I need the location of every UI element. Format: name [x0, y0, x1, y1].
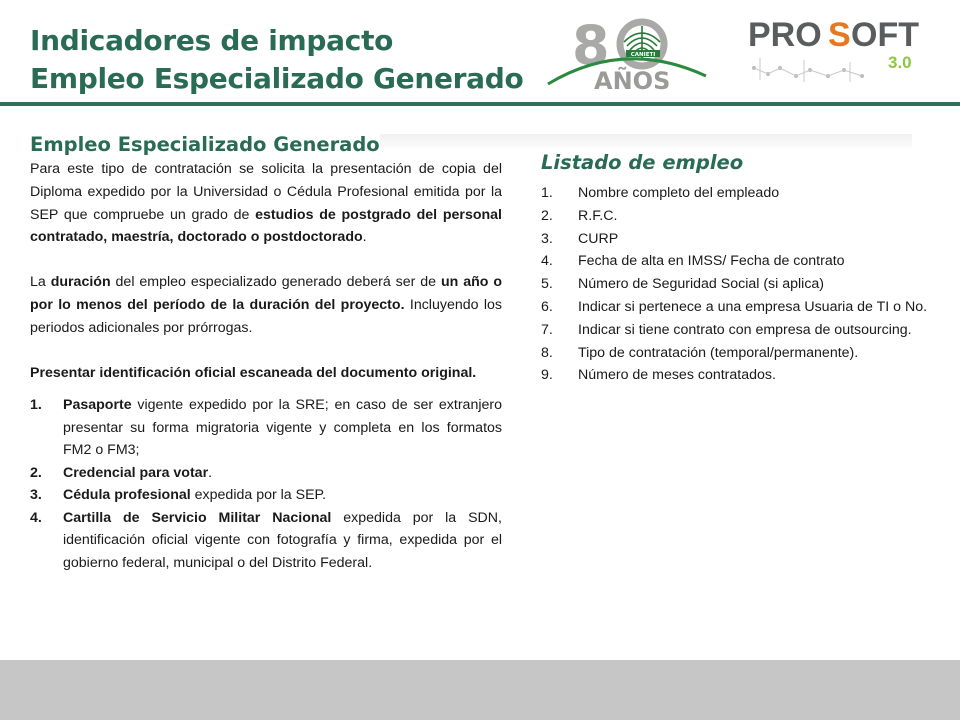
title-line-2: Empleo Especializado Generado	[30, 62, 524, 95]
list-item: 2. R.F.C.	[541, 207, 618, 224]
svg-text:S: S	[828, 16, 851, 54]
identification-list	[30, 394, 502, 574]
prosoft-version: 3.0	[888, 53, 912, 72]
list-item: 1. Nombre completo del empleado	[541, 185, 780, 201]
left-column	[30, 131, 502, 574]
list-item: 3. Cédula profesional expedida por la SEP.	[30, 487, 327, 504]
list-item: 8. Tipo de contratación (temporal/permanente).	[541, 344, 859, 361]
listado-title: Listado de empleo	[541, 151, 744, 174]
80-anos-logo	[544, 14, 712, 94]
prosoft-logo	[740, 10, 930, 90]
title-divider	[0, 102, 960, 106]
list-item: 6. Indicar si pertenece a una empresa Usuaria de TI o No.	[541, 298, 928, 315]
title-line-1: Indicadores de impacto	[30, 24, 394, 57]
svg-text:PRO: PRO	[748, 16, 822, 54]
list-item: 4. Fecha de alta en IMSS/ Fecha de contrato	[541, 253, 845, 270]
list-item: 3. CURP	[541, 230, 619, 247]
list-item: 7. Indicar si tiene contrato con empresa de outsourcing.	[541, 321, 912, 338]
section-heading: Empleo Especializado Generado	[30, 133, 380, 156]
paragraph-duracion: La duración del empleo especializado generado deberá ser de un año o por lo menos del período de la duración del proyecto. Incluyendo los periodos adicionales por prórrogas.	[30, 274, 503, 336]
logo-80-anos: AÑOS	[594, 67, 671, 94]
svg-text:8: 8	[572, 14, 610, 77]
employee-data-list	[541, 182, 941, 387]
paragraph-identificacion: Presentar identificación oficial escaneada del documento original.	[30, 364, 477, 381]
list-item: 5. Número de Seguridad Social (si aplica)	[541, 276, 825, 293]
list-item: 4. Cartilla de Servicio Militar Nacional expedida por la SDN, identificación oficial vigente con fotografía y firma, expedida por el gobierno federal, municipal o del Distrito Federal.	[30, 509, 502, 571]
svg-text:OFT: OFT	[851, 16, 919, 54]
list-item: 9. Número de meses contratados.	[541, 367, 776, 384]
list-item: 2. Credencial para votar.	[30, 464, 213, 481]
logo-80-badge: CANIETI	[630, 52, 656, 58]
list-item: 1. Pasaporte vigente expedido por la SRE; en caso de ser extranjero presentar su forma migratoria vigente y completa en los formatos FM2 o FM3;	[30, 397, 502, 459]
footer-band	[0, 660, 960, 720]
right-column	[541, 146, 941, 387]
slide-title	[30, 22, 523, 98]
paragraph-diploma: Para este tipo de contratación se solicita la presentación de copia del Diploma expedido por la Universidad o Cédula Profesional emitida por la SEP que compruebe un grado de estudios de postgrado del personal contratado, maestría, doctorado o postdoctorado.	[30, 161, 502, 246]
